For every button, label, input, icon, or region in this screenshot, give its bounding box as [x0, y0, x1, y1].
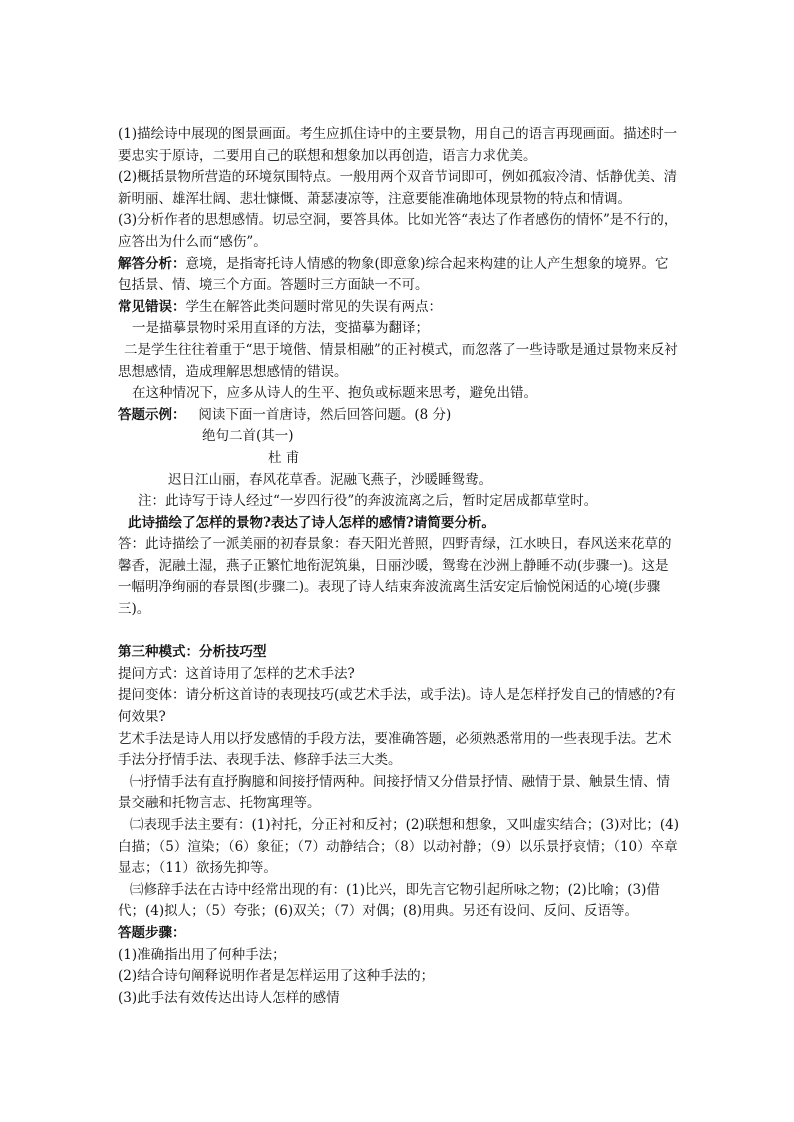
steps-label: 答题步骤：: [118, 924, 186, 941]
step-2: (2)结合诗句阐释说明作者是怎样运用了这种手法的；: [118, 968, 435, 985]
technique-2: ㈡表现手法主要有：(1)衬托，分正衬和反衬；(2)联想和想象，又叫虚实结合；(3)对比；(4)白描；（5）渲染；（6）象征；（7）动静结合；（8）以动衬静；（9）以乐景抒哀情；（10）卒章显志；（11）欲扬先抑等。: [118, 817, 679, 877]
example-label: 答题示例：: [118, 406, 186, 423]
answer: 答：此诗描绘了一派美丽的初春景象：春天阳光普照，四野青绿，江水映日，春风送来花草的馨香，泥融土湿，燕子正繁忙地衔泥筑巢，日丽沙暖，鸳鸯在沙洲上静睡不动(步骤一)。这是一幅明净绚丽的春景图(步骤二)。表现了诗人结束奔波流离生活安定后愉悦闲适的心境(步骤三)。: [118, 536, 672, 618]
errors-label: 常见错误：: [118, 298, 186, 315]
technique-1: ㈠抒情手法有直抒胸臆和间接抒情两种。间接抒情又分借景抒情、融情于景、触景生情、情景交融和托物言志、托物寓理等。: [118, 773, 670, 812]
art-intro: 艺术手法是诗人用以抒发感情的手段方法，要准确答题，必须熟悉常用的一些表现手法。艺术手法分抒情手法、表现手法、修辞手法三大类。: [118, 730, 672, 769]
error-1: 一是描摹景物时采用直译的方法，变描摹为翻译；: [132, 320, 429, 337]
step-1: (1)准确指出用了何种手法；: [118, 946, 286, 963]
error-2: 二是学生往往着重于“思于境偕、情景相融”的正衬模式，而忽落了一些诗歌是通过景物来反衬思想感情，造成理解思想感情的错误。: [118, 341, 678, 380]
analysis-text: 意境，是指寄托诗人情感的物象(即意象)综合起来构建的让人产生想象的境界。它包括景、情、境三个方面。答题时三方面缺一不可。: [118, 255, 669, 294]
paragraph-1: (1)描绘诗中展现的图景画面。考生应抓住诗中的主要景物，用自己的语言再现画面。描述时一要忠实于原诗，二要用自己的联想和想象加以再创造，语言力求优美。: [118, 126, 678, 164]
spacer: [118, 621, 682, 643]
poem-author: 杜 甫: [268, 449, 300, 466]
ask-method: 提问方式：这首诗用了怎样的艺术手法?: [118, 665, 355, 682]
section-heading: 第三种模式：分析技巧型: [118, 644, 267, 661]
paragraph-3: (3)分析作者的思想感情。切忌空洞，要答具体。比如光答“表达了作者感伤的情怀”是不行的，应答出为什么而“感伤”。: [118, 212, 678, 250]
ask-variant: 提问变体：请分析这首诗的表现技巧(或艺术手法，或手法)。诗人是怎样抒发自己的情感的?有何效果?: [118, 687, 676, 726]
poem-body: 迟日江山丽，春风花草香。泥融飞燕子，沙暖睡鸳鸯。: [168, 471, 492, 488]
analysis-label: 解答分析：: [118, 255, 186, 272]
example-paragraph: [118, 405, 682, 427]
errors-paragraph: [118, 297, 682, 319]
poem-note: 注：此诗写于诗人经过“一岁四行役”的奔波流离之后，暂时定居成都草堂时。: [138, 493, 598, 510]
errors-text: 学生在解答此类问题时常见的失误有两点：: [185, 298, 442, 315]
error-advice: 在这种情况下，应多从诗人的生平、抱负或标题来思考，避免出错。: [132, 385, 537, 402]
poem-title: 绝句二首(其一): [202, 428, 294, 445]
document-page: [118, 124, 682, 1009]
paragraph-2: (2)概括景物所营造的环境氛围特点。一般用两个双音节词即可，例如孤寂冷清、恬静优美、清新明丽、雄浑壮阔、悲壮慷慨、萧瑟凄凉等，注意要能准确地体现景物的特点和情调。: [118, 169, 678, 207]
technique-3: ㈢修辞手法在古诗中经常出现的有：(1)比兴，即先言它物引起所咏之物；(2)比喻；(3)借代；(4)拟人；（5）夸张；(6)双关；（7）对偶；(8)用典。另还有设问、反问、反语等。: [118, 881, 660, 920]
question: 此诗描绘了怎样的景物?表达了诗人怎样的感情?请简要分析。: [128, 514, 495, 531]
example-text: 阅读下面一首唐诗，然后回答问题。(8 分): [198, 406, 452, 423]
step-3: (3)此手法有效传达出诗人怎样的感情: [118, 989, 340, 1006]
analysis-paragraph: [118, 254, 682, 297]
